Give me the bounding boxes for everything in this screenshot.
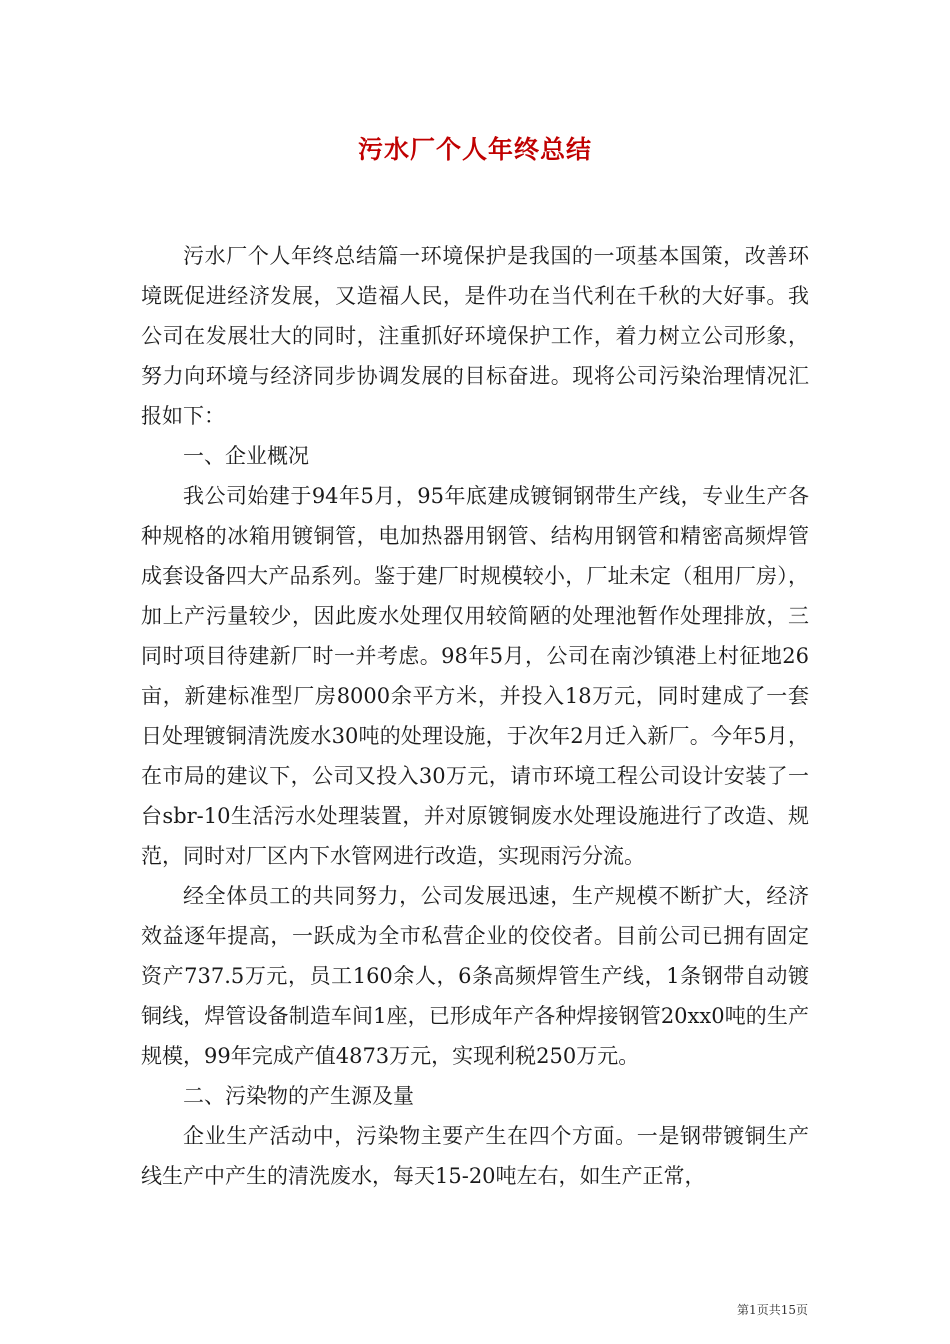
footer-prefix: 第 xyxy=(737,1303,750,1317)
paragraph-history: 我公司始建于94年5月，95年底建成镀铜钢带生产线，专业生产各种规格的冰箱用镀铜管，电加热器用钢管、结构用钢管和精密高频焊管成套设备四大产品系列。鉴于建厂时规模较小，厂址未定（租用厂房），加上产污量较少，因此废水处理仅用较简陋的处理池暂作处理排放，三同时项目待建新厂时一并考虑。98年5月，公司在南沙镇港上村征地26亩，新建标准型厂房8000余平方米，并投入18万元，同时建成了一套日处理镀铜清洗废水30吨的处理设施，于次年2月迁入新厂。今年5月，在市局的建议下，公司又投入30万元，请市环境工程公司设计安装了一台sbr-10生活污水处理装置，并对原镀铜废水处理设施进行了改造、规范，同时对厂区内下水管网进行改造，实现雨污分流。 xyxy=(141,484,809,868)
footer-page-number: 1 xyxy=(749,1303,757,1317)
section-heading-overview: 一、企业概况 xyxy=(183,444,309,468)
paragraph-pollution-sources: 企业生产活动中，污染物主要产生在四个方面。一是钢带镀铜生产线生产中产生的清洗废水，每天15-20吨左右，如生产正常， xyxy=(141,1124,809,1188)
paragraph-development: 经全体员工的共同努力，公司发展迅速，生产规模不断扩大，经济效益逐年提高，一跃成为全市私营企业的佼佼者。目前公司已拥有固定资产737.5万元，员工160余人，6条高频焊管生产线，1条钢带自动镀铜线，焊管设备制造车间1座，已形成年产各种焊接钢管20xx0吨的生产规模，99年完成产值4873万元，实现利税250万元。 xyxy=(141,884,809,1068)
document-body xyxy=(141,236,809,1196)
section-heading-pollution: 二、污染物的产生源及量 xyxy=(183,1084,414,1108)
document-title: 污水厂个人年终总结 xyxy=(357,135,592,164)
footer-suffix: 页 xyxy=(795,1303,808,1317)
page-number-footer xyxy=(737,1301,808,1318)
footer-total-pages: 15 xyxy=(780,1303,796,1317)
footer-middle: 页共 xyxy=(756,1303,781,1317)
paragraph-intro: 污水厂个人年终总结篇一环境保护是我国的一项基本国策，改善环境既促进经济发展，又造福人民，是件功在当代利在千秋的大好事。我公司在发展壮大的同时，注重抓好环境保护工作，着力树立公司形象，努力向环境与经济同步协调发展的目标奋进。现将公司污染治理情况汇报如下： xyxy=(141,244,809,428)
